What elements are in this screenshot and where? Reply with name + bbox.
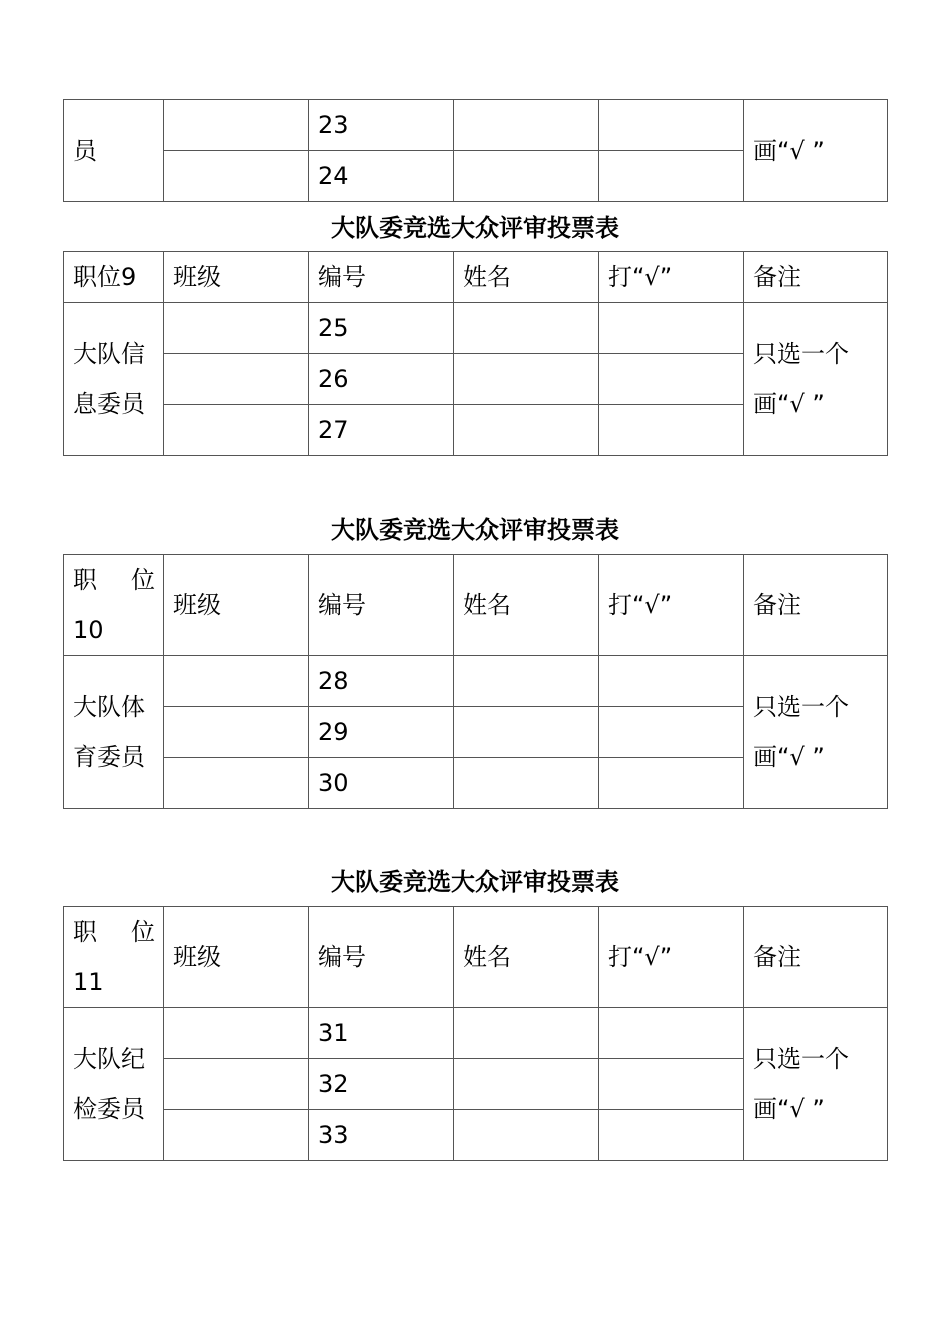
num-cell: 33 — [309, 1110, 454, 1161]
num-cell: 28 — [309, 656, 454, 707]
note-cell — [744, 303, 888, 456]
position-header — [64, 555, 164, 656]
note-cell — [744, 1008, 888, 1161]
role-cell — [64, 303, 164, 456]
role-line-1: 大队体 — [73, 693, 145, 721]
class-cell[interactable] — [164, 1059, 309, 1110]
position-label: 职 — [73, 918, 97, 946]
note-header: 备注 — [744, 907, 888, 1008]
mark-cell[interactable] — [599, 303, 744, 354]
note-header: 备注 — [744, 252, 888, 303]
class-cell[interactable] — [164, 405, 309, 456]
name-cell[interactable] — [454, 707, 599, 758]
num-cell: 23 — [309, 100, 454, 151]
mark-cell[interactable] — [599, 1008, 744, 1059]
mark-cell[interactable] — [599, 758, 744, 809]
name-cell[interactable] — [454, 405, 599, 456]
position-number: 10 — [73, 616, 104, 644]
class-cell[interactable] — [164, 1008, 309, 1059]
mark-cell[interactable] — [599, 405, 744, 456]
vote-table-9 — [63, 251, 888, 456]
note-line-1: 只选一个 — [753, 340, 849, 368]
class-cell[interactable] — [164, 707, 309, 758]
role-cell — [64, 656, 164, 809]
name-cell — [454, 100, 599, 151]
name-cell[interactable] — [454, 1110, 599, 1161]
note-line-1: 只选一个 — [753, 693, 849, 721]
num-cell: 31 — [309, 1008, 454, 1059]
name-cell[interactable] — [454, 656, 599, 707]
table-title: 大队委竞选大众评审投票表 — [331, 516, 619, 544]
table-title: 大队委竞选大众评审投票表 — [331, 214, 619, 242]
role-line-1: 大队纪 — [73, 1045, 145, 1073]
position-header — [64, 907, 164, 1008]
mark-cell — [599, 151, 744, 202]
role-line-2: 息委员 — [73, 390, 145, 418]
mark-header: 打“√” — [599, 555, 744, 656]
class-header: 班级 — [164, 252, 309, 303]
name-header: 姓名 — [454, 907, 599, 1008]
mark-cell[interactable] — [599, 656, 744, 707]
mark-cell — [599, 100, 744, 151]
note-line-2: 画“√ ” — [753, 1095, 825, 1123]
class-cell[interactable] — [164, 758, 309, 809]
name-cell[interactable] — [454, 303, 599, 354]
note-cell: 画“√ ” — [744, 100, 888, 202]
num-cell: 30 — [309, 758, 454, 809]
position-number: 9 — [121, 263, 137, 291]
name-cell — [454, 151, 599, 202]
name-cell[interactable] — [454, 1008, 599, 1059]
vote-table-8-partial — [63, 99, 888, 202]
position-label-2: 位 — [131, 566, 155, 594]
name-cell[interactable] — [454, 1059, 599, 1110]
vote-table-11 — [63, 906, 888, 1161]
class-cell — [164, 100, 309, 151]
class-header: 班级 — [164, 555, 309, 656]
note-line-1: 只选一个 — [753, 1045, 849, 1073]
position-label-2: 位 — [131, 918, 155, 946]
position-label: 职位 — [73, 263, 121, 291]
table-title: 大队委竞选大众评审投票表 — [331, 868, 619, 896]
note-line-2: 画“√ ” — [753, 743, 825, 771]
name-header: 姓名 — [454, 555, 599, 656]
class-cell[interactable] — [164, 656, 309, 707]
mark-cell[interactable] — [599, 354, 744, 405]
num-header: 编号 — [309, 252, 454, 303]
mark-header: 打“√” — [599, 252, 744, 303]
num-header: 编号 — [309, 907, 454, 1008]
class-cell[interactable] — [164, 303, 309, 354]
role-line-1: 大队信 — [73, 340, 145, 368]
note-cell — [744, 656, 888, 809]
mark-cell[interactable] — [599, 1110, 744, 1161]
class-cell[interactable] — [164, 1110, 309, 1161]
note-header: 备注 — [744, 555, 888, 656]
name-cell[interactable] — [454, 354, 599, 405]
mark-header: 打“√” — [599, 907, 744, 1008]
position-number: 11 — [73, 968, 104, 996]
role-cell: 员 — [64, 100, 164, 202]
num-cell: 24 — [309, 151, 454, 202]
mark-cell[interactable] — [599, 1059, 744, 1110]
role-line-2: 检委员 — [73, 1095, 145, 1123]
class-header: 班级 — [164, 907, 309, 1008]
mark-cell[interactable] — [599, 707, 744, 758]
num-cell: 25 — [309, 303, 454, 354]
name-cell[interactable] — [454, 758, 599, 809]
class-cell — [164, 151, 309, 202]
position-header — [64, 252, 164, 303]
vote-table-10 — [63, 554, 888, 809]
class-cell[interactable] — [164, 354, 309, 405]
note-line-2: 画“√ ” — [753, 390, 825, 418]
position-label: 职 — [73, 566, 97, 594]
num-cell: 26 — [309, 354, 454, 405]
role-line-2: 育委员 — [73, 743, 145, 771]
name-header: 姓名 — [454, 252, 599, 303]
role-cell — [64, 1008, 164, 1161]
num-cell: 29 — [309, 707, 454, 758]
num-cell: 27 — [309, 405, 454, 456]
num-header: 编号 — [309, 555, 454, 656]
num-cell: 32 — [309, 1059, 454, 1110]
